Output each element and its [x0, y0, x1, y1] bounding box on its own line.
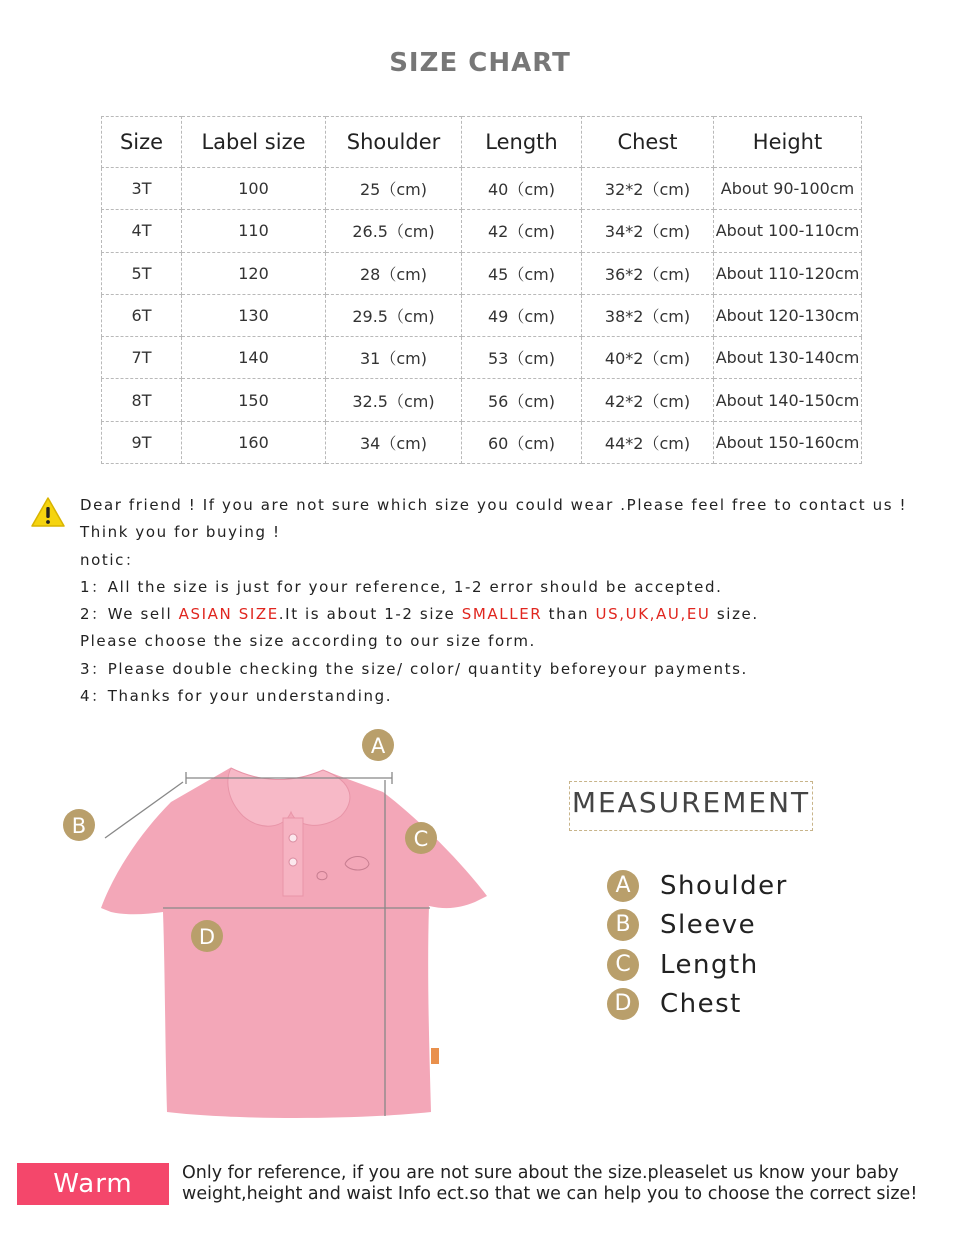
note-line-asian-size [80, 601, 940, 628]
legend-marker-c-icon: C [607, 949, 639, 981]
legend-marker-d-icon: D [607, 988, 639, 1020]
cell-label-size: 120 [182, 252, 326, 294]
size-table [101, 116, 862, 464]
legend-item-length [607, 945, 788, 985]
cell-height: About 120-130cm [714, 294, 862, 336]
measurement-title: MEASUREMENT [571, 786, 811, 819]
col-header-size: Size [102, 117, 182, 168]
cell-size: 3T [102, 168, 182, 210]
table-row [102, 294, 862, 336]
cell-length: 53（cm) [462, 337, 582, 379]
notes-block [80, 492, 940, 710]
cell-length: 60（cm) [462, 421, 582, 463]
col-header-shoulder: Shoulder [326, 117, 462, 168]
cell-chest: 38*2（cm) [582, 294, 714, 336]
cell-height: About 90-100cm [714, 168, 862, 210]
cell-label-size: 150 [182, 379, 326, 421]
marker-b-label: B [71, 814, 87, 838]
legend-label: Shoulder [660, 870, 788, 901]
cell-shoulder: 26.5（cm) [326, 210, 462, 252]
note-line: 1：All the size is just for your reference, 1-2 error should be accepted. [80, 577, 723, 596]
highlight-au: AU [656, 605, 681, 624]
cell-size: 5T [102, 252, 182, 294]
note-comma: , [680, 605, 687, 624]
highlight-asian-size: ASIAN SIZE [178, 605, 279, 624]
cell-length: 56（cm) [462, 379, 582, 421]
cell-label-size: 130 [182, 294, 326, 336]
cell-height: About 100-110cm [714, 210, 862, 252]
table-row [102, 252, 862, 294]
col-header-length: Length [462, 117, 582, 168]
cell-size: 8T [102, 379, 182, 421]
cell-chest: 36*2（cm) [582, 252, 714, 294]
cell-chest: 32*2（cm) [582, 168, 714, 210]
cell-chest: 42*2（cm) [582, 379, 714, 421]
cell-label-size: 110 [182, 210, 326, 252]
note-text: size. [710, 605, 759, 624]
shirt-tag [431, 1048, 439, 1064]
cell-shoulder: 28（cm) [326, 252, 462, 294]
col-header-chest: Chest [582, 117, 714, 168]
cell-length: 49（cm) [462, 294, 582, 336]
legend-item-sleeve [607, 906, 788, 946]
note-line: Please choose the size according to our size form. [80, 632, 536, 651]
shirt-measurement-diagram [55, 720, 515, 1130]
note-comma: , [619, 605, 626, 624]
cell-shoulder: 34（cm) [326, 421, 462, 463]
cell-size: 7T [102, 337, 182, 379]
highlight-uk: UK [625, 605, 650, 624]
cell-label-size: 160 [182, 421, 326, 463]
cell-shoulder: 25（cm) [326, 168, 462, 210]
warm-tips-badge: Warm Tips: [17, 1163, 169, 1205]
table-row [102, 379, 862, 421]
cell-chest: 44*2（cm) [582, 421, 714, 463]
cell-shoulder: 31（cm) [326, 337, 462, 379]
legend-marker-b-icon: B [607, 909, 639, 941]
marker-d-label: D [198, 925, 216, 949]
cell-size: 6T [102, 294, 182, 336]
note-text: .It is about 1-2 size [278, 605, 462, 624]
marker-c-label: C [413, 827, 429, 851]
cell-height: About 130-140cm [714, 337, 862, 379]
highlight-eu: EU [686, 605, 711, 624]
highlight-smaller: SMALLER [461, 605, 543, 624]
warm-tips-text [182, 1163, 952, 1205]
col-header-height: Height [714, 117, 862, 168]
note-text: 2：We sell [80, 605, 179, 624]
cell-shoulder: 29.5（cm) [326, 294, 462, 336]
warning-icon [30, 496, 66, 528]
legend-label: Sleeve [660, 910, 757, 941]
note-line: notic： [80, 550, 142, 569]
highlight-us: US [595, 605, 620, 624]
cell-size: 4T [102, 210, 182, 252]
note-line: Dear friend ! If you are not sure which size you could wear .Please feel free to contact us ! [80, 496, 908, 514]
shirt-button [289, 834, 297, 842]
legend-item-chest [607, 985, 788, 1025]
table-row [102, 337, 862, 379]
note-line: 4：Thanks for your understanding. [80, 687, 393, 706]
page-title: SIZE CHART [389, 48, 571, 78]
cell-chest: 34*2（cm) [582, 210, 714, 252]
cell-shoulder: 32.5（cm) [326, 379, 462, 421]
table-row [102, 168, 862, 210]
legend-item-shoulder [607, 866, 788, 906]
cell-height: About 140-150cm [714, 379, 862, 421]
cell-label-size: 100 [182, 168, 326, 210]
table-header-row [102, 117, 862, 168]
table-row [102, 421, 862, 463]
tips-line: Only for reference, if you are not sure about the size.pleaselet us know your baby [182, 1163, 899, 1183]
placket [283, 818, 303, 896]
col-header-label-size: Label size [182, 117, 326, 168]
legend-marker-a-icon: A [607, 870, 639, 902]
cell-label-size: 140 [182, 337, 326, 379]
cell-length: 45（cm) [462, 252, 582, 294]
note-text: than [542, 605, 596, 624]
note-line: Think you for buying ! [80, 523, 281, 542]
cell-height: About 150-160cm [714, 421, 862, 463]
cell-chest: 40*2（cm) [582, 337, 714, 379]
note-comma: , [649, 605, 657, 624]
legend-label: Chest [660, 989, 742, 1020]
tips-line: weight,height and waist Info ect.so that we can help you to choose the correct size! [182, 1184, 918, 1204]
measurement-legend [607, 866, 788, 1024]
table-row [102, 210, 862, 252]
legend-label: Length [660, 949, 759, 980]
note-line: 3：Please double checking the size/ color/ quantity beforeyour payments. [80, 659, 748, 678]
cell-length: 40（cm) [462, 168, 582, 210]
cell-height: About 110-120cm [714, 252, 862, 294]
shirt-button [289, 858, 297, 866]
marker-a-label: A [370, 734, 386, 758]
cell-length: 42（cm) [462, 210, 582, 252]
cell-size: 9T [102, 421, 182, 463]
